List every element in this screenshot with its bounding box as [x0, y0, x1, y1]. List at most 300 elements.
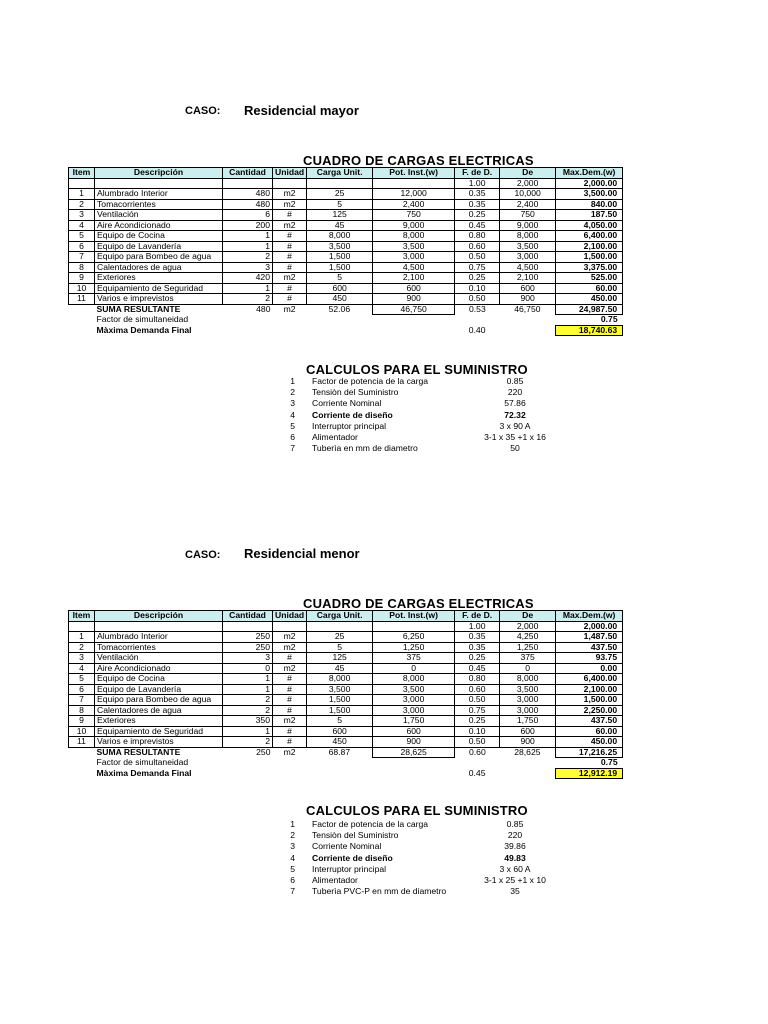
table-cell: 5 — [69, 231, 95, 242]
table-cell: 2 — [69, 199, 95, 210]
maxima-row — [69, 325, 623, 336]
table-cell: 3,000 — [373, 695, 455, 706]
maxima-value: 12,912.19 — [556, 768, 623, 779]
table-cell: 28,625 — [373, 747, 455, 758]
table-cell: Equipo para Bombeo de agua — [95, 252, 223, 263]
table-cell: # — [273, 294, 307, 305]
table-cell: 4,500 — [373, 262, 455, 273]
table-cell: 2,250.00 — [556, 705, 623, 716]
table-cell — [223, 621, 273, 632]
table-cell — [273, 178, 307, 189]
table-cell: # — [273, 653, 307, 664]
table-cell: 11 — [69, 737, 95, 748]
table-cell — [307, 325, 373, 336]
table-cell: 12,000 — [373, 189, 455, 200]
col-header: Unidad — [273, 611, 307, 622]
table-row — [69, 653, 623, 664]
table-cell: 250 — [223, 632, 273, 643]
table-cell: 0.45 — [455, 663, 500, 674]
table-header-row — [69, 168, 623, 179]
factor-row — [69, 315, 623, 326]
table-cell: 1,500 — [307, 705, 373, 716]
suma-total: 24,987.50 — [556, 304, 623, 315]
table-cell: 420 — [223, 273, 273, 284]
table-cell: Varios e imprevistos — [95, 737, 223, 748]
table-row — [69, 231, 623, 242]
table-cell — [69, 178, 95, 189]
caso-name: Residencial menor — [244, 546, 360, 561]
table-cell: 11 — [69, 294, 95, 305]
table-cell: Equipo para Bombeo de agua — [95, 695, 223, 706]
table-cell: 2,100.00 — [556, 241, 623, 252]
calc-number: 4 — [290, 409, 295, 420]
table-cell: 600 — [500, 726, 556, 737]
calc-value: 72.32 — [504, 409, 526, 420]
table-cell: 10 — [69, 283, 95, 294]
table-cell: 45 — [307, 663, 373, 674]
table-cell: 2 — [223, 705, 273, 716]
factor-row — [69, 758, 623, 769]
calc-row — [285, 432, 585, 443]
table-cell — [373, 325, 455, 336]
calc-row — [285, 376, 585, 387]
table-cell: 6,400.00 — [556, 674, 623, 685]
table-cell: 375 — [500, 653, 556, 664]
table-cell — [69, 768, 95, 779]
suma-label: SUMA RESULTANTE — [96, 747, 181, 757]
table-cell: 2 — [223, 737, 273, 748]
table-cell: 0.50 — [455, 252, 500, 263]
table-cell: # — [273, 737, 307, 748]
table-cell: 250 — [256, 747, 271, 757]
table-cell: 375 — [373, 653, 455, 664]
table-cell: 2,000.00 — [556, 178, 623, 189]
col-header: Unidad — [273, 168, 307, 179]
table-cell — [223, 315, 273, 326]
table-row — [69, 684, 623, 695]
table-cell: 2,100 — [373, 273, 455, 284]
table-cell: 9 — [69, 273, 95, 284]
table-cell: 5 — [307, 199, 373, 210]
table-cell: 3,500 — [500, 684, 556, 695]
table-cell: 6,400.00 — [556, 231, 623, 242]
table-cell: 437.50 — [556, 716, 623, 727]
calc-description: Alimentador — [312, 874, 358, 885]
table-cell: 3,000 — [500, 252, 556, 263]
table-cell: 10,000 — [500, 189, 556, 200]
table-cell — [500, 758, 556, 769]
table-cell: Exteriores — [95, 716, 223, 727]
calc-value: 3 x 60 A — [499, 863, 531, 874]
table-cell: 8,000 — [500, 231, 556, 242]
calc-number: 6 — [290, 431, 295, 442]
maxima-fd: 0.40 — [468, 325, 486, 335]
table-cell: 0.60 — [455, 684, 500, 695]
table-cell: 8,000 — [373, 674, 455, 685]
table-cell: 0.80 — [455, 231, 500, 242]
calc-row — [285, 841, 585, 852]
table-cell — [273, 325, 307, 336]
table-cell: 0 — [500, 663, 556, 674]
table-row — [69, 632, 623, 643]
col-header: Cantidad — [223, 168, 273, 179]
table-cell — [455, 315, 500, 326]
maxima-value: 18,740.63 — [556, 325, 623, 336]
table-cell: 6 — [69, 241, 95, 252]
table-cell: 0.75 — [455, 262, 500, 273]
table-cell: 1 — [223, 241, 273, 252]
maxima-label: Màxima Demanda Final — [96, 325, 192, 335]
table-cell: 1 — [223, 684, 273, 695]
table-cell: 0.35 — [455, 199, 500, 210]
calc-title: CALCULOS PARA EL SUMINISTRO — [306, 803, 528, 818]
table-cell — [307, 178, 373, 189]
table-cell: 600 — [307, 283, 373, 294]
caso-name: Residencial mayor — [244, 103, 359, 118]
factor-value: 0.75 — [600, 757, 618, 768]
calc-row — [285, 864, 585, 875]
table-cell: 1 — [223, 674, 273, 685]
table-cell — [373, 768, 455, 779]
table-cell: 0.35 — [455, 632, 500, 643]
table-cell — [273, 758, 307, 769]
table-cell: Alumbrado Interior — [95, 632, 223, 643]
table-row — [69, 199, 623, 210]
table-cell: 450 — [307, 294, 373, 305]
table-cell: # — [273, 241, 307, 252]
col-header: Item — [69, 611, 95, 622]
table-cell: # — [273, 674, 307, 685]
table-row — [69, 210, 623, 221]
calc-row — [285, 410, 585, 421]
table-row — [69, 663, 623, 674]
table-cell: # — [273, 262, 307, 273]
calc-list — [285, 819, 585, 897]
table-cell: 0.60 — [469, 747, 486, 757]
calc-description: Tuberìa PVC-P en mm de diametro — [312, 886, 447, 897]
calc-description: Corriente de diseño — [312, 409, 393, 420]
table-cell: 68.87 — [328, 747, 351, 757]
table-cell: Equipo de Cocina — [95, 674, 223, 685]
table-cell: 3,500 — [373, 684, 455, 695]
table-cell: 7 — [69, 252, 95, 263]
table-cell: Ventilación — [95, 210, 223, 221]
table-cell: Equipamiento de Seguridad — [95, 726, 223, 737]
col-header: Item — [69, 168, 95, 179]
table-cell: 5 — [69, 674, 95, 685]
table-cell: 1.00 — [455, 178, 500, 189]
table-cell: 187.50 — [556, 210, 623, 221]
cuadro-title: CUADRO DE CARGAS ELECTRICAS — [303, 596, 534, 611]
calc-value: 220 — [507, 387, 523, 398]
table-cell: m2 — [283, 304, 296, 314]
factor-label: Factor de simultaneidad — [96, 314, 189, 325]
calc-row — [285, 875, 585, 886]
table-cell — [500, 325, 556, 336]
col-header: Carga Unit. — [307, 168, 373, 179]
table-cell: 0.35 — [455, 642, 500, 653]
calc-row — [285, 886, 585, 897]
calc-row — [285, 421, 585, 432]
table-row — [69, 726, 623, 737]
table-cell: 3,500 — [307, 241, 373, 252]
table-cell: 6,250 — [373, 632, 455, 643]
table-cell: 0 — [373, 663, 455, 674]
table-cell: 8 — [69, 705, 95, 716]
table-cell: 0.25 — [455, 653, 500, 664]
table-cell: 2,100.00 — [556, 684, 623, 695]
table-row — [69, 716, 623, 727]
calc-value: 50 — [510, 443, 520, 454]
table-cell: Equipo de Lavandería — [95, 241, 223, 252]
calc-description: Factor de potencia de la carga — [312, 819, 429, 829]
table-cell — [373, 178, 455, 189]
table-cell: m2 — [273, 716, 307, 727]
table-cell: 2,100 — [500, 273, 556, 284]
table-cell — [307, 621, 373, 632]
table-cell: 3,500 — [373, 241, 455, 252]
table-cell — [455, 758, 500, 769]
col-header: De — [500, 168, 556, 179]
table-cell: 0.25 — [455, 210, 500, 221]
table-cell — [373, 758, 455, 769]
calc-row — [285, 853, 585, 864]
table-cell: 750 — [373, 210, 455, 221]
table-cell — [273, 621, 307, 632]
table-cell: 0.45 — [455, 220, 500, 231]
table-cell — [69, 621, 95, 632]
calc-number: 3 — [290, 398, 295, 409]
table-cell: 28,625 — [514, 747, 541, 757]
table-cell: 46,750 — [514, 304, 541, 314]
factor-label: Factor de simultaneidad — [96, 757, 189, 768]
calc-value: 3-1 x 25 +1 x 10 — [484, 874, 546, 885]
table-cell: Equipamiento de Seguridad — [95, 283, 223, 294]
calc-row — [285, 830, 585, 841]
calc-number: 3 — [290, 841, 295, 852]
table-cell — [307, 768, 373, 779]
table-cell: 4 — [69, 220, 95, 231]
table-cell: 3,375.00 — [556, 262, 623, 273]
table-cell: # — [273, 695, 307, 706]
table-cell: # — [273, 684, 307, 695]
table-cell: # — [273, 726, 307, 737]
table-cell: 8 — [69, 262, 95, 273]
table-cell: # — [273, 210, 307, 221]
table-cell: 2 — [223, 252, 273, 263]
table-cell: 0.35 — [455, 189, 500, 200]
table-cell: Calentadores de agua — [95, 262, 223, 273]
table-cell: 3,000 — [373, 705, 455, 716]
table-row — [69, 705, 623, 716]
table-cell: 10 — [69, 726, 95, 737]
table-cell: 8,000 — [500, 674, 556, 685]
table-row — [69, 241, 623, 252]
table-cell — [307, 315, 373, 326]
table-cell: 1 — [69, 632, 95, 643]
table-cell: 60.00 — [556, 726, 623, 737]
maxima-row — [69, 768, 623, 779]
table-cell: 1,487.50 — [556, 632, 623, 643]
table-row — [69, 189, 623, 200]
calc-number: 1 — [290, 376, 295, 386]
table-cell: 1 — [223, 231, 273, 242]
table-cell: 0.53 — [469, 304, 486, 314]
table-cell: 840.00 — [556, 199, 623, 210]
table-row — [69, 178, 623, 189]
table-cell: 600 — [373, 283, 455, 294]
table-cell: 450 — [307, 737, 373, 748]
table-cell: 437.50 — [556, 642, 623, 653]
table-cell: 3 — [223, 262, 273, 273]
table-cell: # — [273, 705, 307, 716]
table-cell: 46,750 — [373, 304, 455, 315]
table-body — [69, 621, 623, 779]
table-cell: 3,000 — [373, 252, 455, 263]
suma-row — [69, 304, 623, 315]
table-cell: m2 — [273, 632, 307, 643]
table-cell: 2 — [223, 695, 273, 706]
calc-row — [285, 819, 585, 830]
table-row — [69, 262, 623, 273]
table-cell: 350 — [223, 716, 273, 727]
cuadro-title: CUADRO DE CARGAS ELECTRICAS — [303, 153, 534, 168]
table-cell: 8,000 — [307, 674, 373, 685]
table-cell: 600 — [307, 726, 373, 737]
calc-number: 2 — [290, 830, 295, 841]
table-cell: # — [273, 231, 307, 242]
table-cell: 1 — [223, 726, 273, 737]
table-cell: m2 — [273, 273, 307, 284]
calc-description: Alimentador — [312, 431, 358, 442]
table-row — [69, 252, 623, 263]
table-cell: 9,000 — [500, 220, 556, 231]
table-cell: 4 — [69, 663, 95, 674]
suma-total: 17,216.25 — [556, 747, 623, 758]
table-cell — [69, 304, 95, 315]
table-row — [69, 273, 623, 284]
table-cell — [273, 768, 307, 779]
table-cell: Tomacorrientes — [95, 642, 223, 653]
table-cell: 600 — [500, 283, 556, 294]
calc-description: Tensiòn del Suministro — [312, 387, 399, 398]
table-cell: # — [273, 283, 307, 294]
table-cell: 1 — [69, 189, 95, 200]
table-cell: 45 — [307, 220, 373, 231]
table-cell — [69, 758, 95, 769]
table-cell: Varios e imprevistos — [95, 294, 223, 305]
calc-description: Tensiòn del Suministro — [312, 830, 399, 841]
table-cell: 0.50 — [455, 695, 500, 706]
table-cell: 1,500.00 — [556, 695, 623, 706]
table-cell: 1,750 — [373, 716, 455, 727]
table-cell: 5 — [307, 716, 373, 727]
table-cell: 0.50 — [455, 294, 500, 305]
calc-description: Interruptor principal — [312, 863, 387, 874]
calc-row — [285, 387, 585, 398]
table-cell — [223, 768, 273, 779]
table-header-row — [69, 611, 623, 622]
table-cell: 1.00 — [455, 621, 500, 632]
calc-number: 4 — [290, 852, 295, 863]
cargas-table — [68, 610, 623, 779]
table-cell: 125 — [307, 653, 373, 664]
table-cell: 2,000 — [500, 178, 556, 189]
calc-value: 0.85 — [506, 819, 524, 829]
table-cell: 0.25 — [455, 716, 500, 727]
table-cell: 25 — [307, 189, 373, 200]
calc-value: 3-1 x 35 +1 x 16 — [484, 431, 546, 442]
table-cell — [500, 315, 556, 326]
table-cell: Equipo de Lavandería — [95, 684, 223, 695]
table-cell: Aire Acondicionado — [95, 663, 223, 674]
table-cell: 0 — [223, 663, 273, 674]
col-header: Max.Dem.(w) — [556, 168, 623, 179]
maxima-label: Màxima Demanda Final — [96, 768, 192, 778]
table-cell: 480 — [223, 199, 273, 210]
table-cell: 2,400 — [500, 199, 556, 210]
table-cell — [223, 758, 273, 769]
table-cell: 25 — [307, 632, 373, 643]
table-cell: 2,000 — [500, 621, 556, 632]
calc-title: CALCULOS PARA EL SUMINISTRO — [306, 362, 528, 377]
table-cell — [500, 768, 556, 779]
col-header: F. de D. — [455, 168, 500, 179]
table-cell: m2 — [273, 189, 307, 200]
table-cell: 7 — [69, 695, 95, 706]
table-cell: 2,000.00 — [556, 621, 623, 632]
calc-number: 1 — [290, 819, 295, 829]
table-cell: 3,000 — [500, 705, 556, 716]
table-cell: 480 — [223, 189, 273, 200]
table-cell: 480 — [256, 304, 271, 314]
calc-number: 7 — [290, 443, 295, 454]
col-header: Pot. Inst.(w) — [373, 168, 455, 179]
calc-description: Corriente Nominal — [312, 841, 382, 852]
table-cell: 1,500 — [307, 262, 373, 273]
suma-row — [69, 747, 623, 758]
calc-value: 220 — [507, 830, 523, 841]
table-cell: 900 — [373, 294, 455, 305]
table-cell: 3,500 — [500, 241, 556, 252]
col-header: Max.Dem.(w) — [556, 611, 623, 622]
calc-value: 57.86 — [504, 398, 526, 409]
table-cell — [373, 621, 455, 632]
table-cell: 2,400 — [373, 199, 455, 210]
table-cell: 0.60 — [455, 241, 500, 252]
calc-number: 6 — [290, 874, 295, 885]
calc-description: Corriente Nominal — [312, 398, 382, 409]
table-cell: Ventilación — [95, 653, 223, 664]
table-cell: 3 — [69, 210, 95, 221]
maxima-fd: 0.45 — [468, 768, 486, 778]
table-cell: 1 — [223, 283, 273, 294]
table-cell: 0.10 — [455, 283, 500, 294]
calc-description: Corriente de diseño — [312, 852, 393, 863]
table-cell: 3,000 — [500, 695, 556, 706]
col-header: Pot. Inst.(w) — [373, 611, 455, 622]
table-cell — [307, 758, 373, 769]
calc-number: 7 — [290, 886, 295, 897]
table-cell — [95, 178, 223, 189]
table-cell: Aire Acondicionado — [95, 220, 223, 231]
table-cell: 0.00 — [556, 663, 623, 674]
table-cell: 1,500.00 — [556, 252, 623, 263]
calc-value: 35 — [510, 886, 520, 897]
table-cell — [69, 747, 95, 758]
table-cell: 450.00 — [556, 294, 623, 305]
table-cell: 2 — [223, 294, 273, 305]
